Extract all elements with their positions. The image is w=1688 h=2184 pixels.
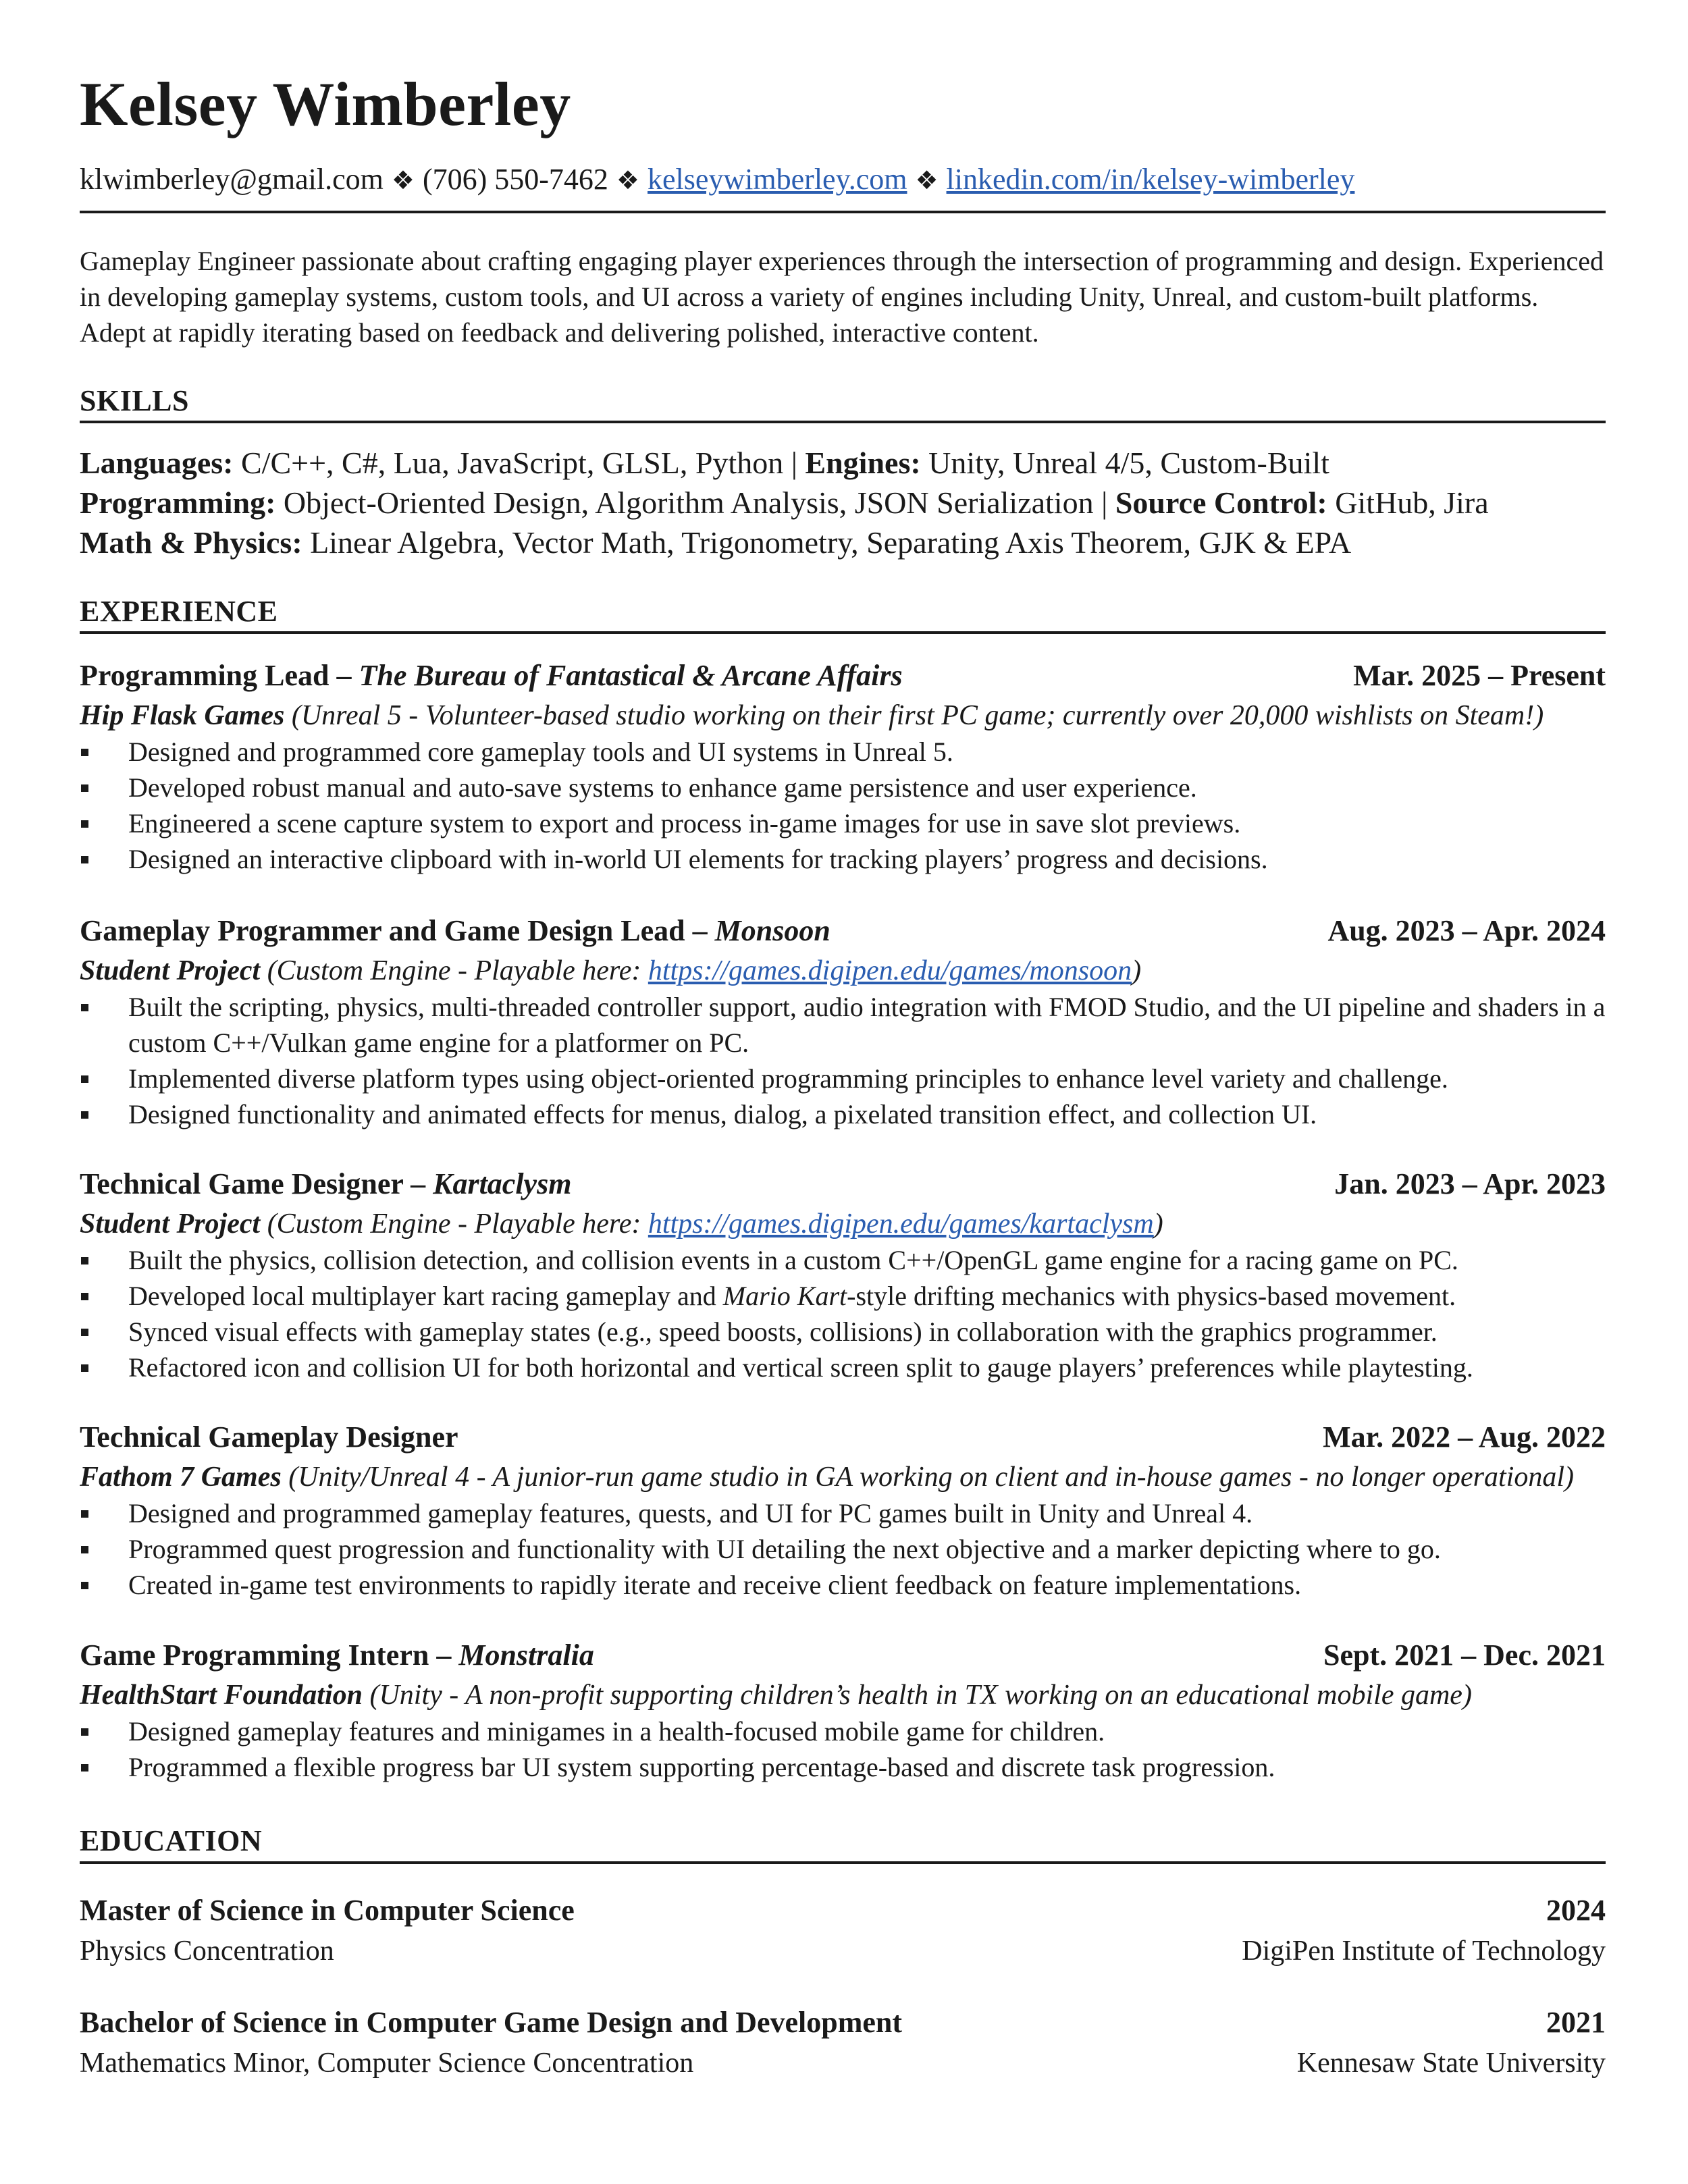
- skills-block: [80, 443, 1489, 562]
- education-entry: [80, 2005, 1606, 2089]
- school-name: DigiPen Institute of Technology: [1242, 1936, 1606, 1967]
- math-label: Math & Physics:: [80, 525, 302, 560]
- skills-divider: [80, 421, 1606, 423]
- job-desc: (Unity - A non-profit supporting children’s health in TX working on an educational mobile game): [362, 1680, 1472, 1711]
- source-control-label: Source Control:: [1115, 485, 1327, 520]
- contact-line: [80, 165, 1354, 194]
- skills-divider-bar: |: [1101, 485, 1108, 520]
- job-desc-end: ): [1132, 955, 1142, 986]
- job-title: [80, 1420, 458, 1454]
- list-item: Synced visual effects with gameplay states (e.g., speed boosts, collisions) in collaboration with the graphics programmer.: [80, 1314, 1606, 1350]
- skills-row-programming: [80, 483, 1489, 523]
- education-divider: [80, 1861, 1606, 1864]
- job-header: [80, 1638, 1606, 1677]
- job-entry: [80, 913, 1606, 1132]
- job-org-line: [80, 1677, 1606, 1713]
- job-org: Hip Flask Games: [80, 700, 285, 731]
- list-item: Built the physics, collision detection, and collision events in a custom C++/OpenGL game engine for a racing game on PC.: [80, 1242, 1606, 1278]
- list-item: Designed and programmed core gameplay tools and UI systems in Unreal 5.: [80, 734, 1606, 770]
- job-title: [80, 913, 830, 948]
- degree-year: 2024: [1546, 1894, 1606, 1927]
- job-title: [80, 1167, 571, 1201]
- job-desc-end: ): [1153, 1208, 1163, 1240]
- engines-label: Engines:: [805, 446, 921, 480]
- professional-summary: Gameplay Engineer passionate about crafting engaging player experiences through the intersection of programming and design. Experienced in developing gameplay systems, custom tools, and UI across a variety of engines including Unity, Unreal, and custom-built platforms. Adept at rapidly iterating based on feedback and delivering polished, interactive content.: [80, 246, 1604, 348]
- list-item: Refactored icon and collision UI for both horizontal and vertical screen split to gauge players’ preferences while playtesting.: [80, 1350, 1606, 1385]
- skills-row-languages: [80, 443, 1489, 483]
- job-bullets: [80, 1713, 1606, 1785]
- job-header: [80, 1420, 1606, 1459]
- languages-label: Languages:: [80, 446, 234, 480]
- degree-row: [80, 2005, 1606, 2047]
- list-item: Designed an interactive clipboard with in-world UI elements for tracking players’ progress and decisions.: [80, 841, 1606, 877]
- job-title: [80, 658, 903, 693]
- bullet-emphasis: Mario Kart: [722, 1281, 847, 1311]
- job-org-line: [80, 1459, 1606, 1495]
- list-item: Created in-game test environments to rapidly iterate and receive client feedback on feature implementations.: [80, 1567, 1606, 1603]
- list-item: Implemented diverse platform types using object-oriented programming principles to enhance level variety and challenge.: [80, 1061, 1606, 1096]
- job-role: Technical Game Designer –: [80, 1167, 433, 1200]
- header-divider: [80, 211, 1606, 213]
- list-item: Designed and programmed gameplay features, quests, and UI for PC games built in Unity and Unreal 4.: [80, 1495, 1606, 1531]
- degree-name: Master of Science in Computer Science: [80, 1894, 575, 1927]
- candidate-name: Kelsey Wimberley: [80, 70, 571, 138]
- list-item: Built the scripting, physics, multi-threaded controller support, audio integration with FMOD Studio, and the UI pipeline and shaders in a custom C++/Vulkan game engine for a platformer on PC.: [80, 989, 1606, 1061]
- degree-year: 2021: [1546, 2006, 1606, 2039]
- job-project: Monsoon: [714, 914, 830, 947]
- job-desc: (Custom Engine - Playable here:: [260, 1208, 648, 1240]
- job-header: [80, 913, 1606, 953]
- source-control-value: GitHub, Jira: [1335, 485, 1489, 520]
- diamond-separator-icon: ❖: [616, 165, 639, 195]
- degree-detail-row: [80, 1935, 1606, 1977]
- job-bullets: [80, 734, 1606, 877]
- website-link[interactable]: kelseywimberley.com: [648, 163, 907, 196]
- degree-detail: Mathematics Minor, Computer Science Concentration: [80, 2048, 694, 2079]
- job-bullets: [80, 989, 1606, 1132]
- job-project: Monstralia: [458, 1639, 594, 1672]
- job-desc: (Unreal 5 - Volunteer-based studio working on their first PC game; currently over 20,000 wishlists on Steam!): [284, 700, 1544, 731]
- skills-divider-bar: |: [791, 446, 797, 480]
- skills-row-math: [80, 523, 1489, 562]
- job-dates: Mar. 2025 – Present: [1353, 659, 1606, 692]
- section-title-education: EDUCATION: [80, 1824, 263, 1857]
- job-entry: [80, 1638, 1606, 1785]
- list-item: Designed gameplay features and minigames in a health-focused mobile game for children.: [80, 1713, 1606, 1749]
- job-role: Programming Lead –: [80, 659, 359, 692]
- engines-value: Unity, Unreal 4/5, Custom-Built: [928, 446, 1329, 480]
- diamond-separator-icon: ❖: [391, 165, 415, 195]
- email: klwimberley@gmail.com: [80, 163, 384, 196]
- job-dates: Sept. 2021 – Dec. 2021: [1323, 1639, 1606, 1672]
- job-org: Student Project: [80, 1208, 261, 1240]
- job-role: Gameplay Programmer and Game Design Lead –: [80, 914, 715, 947]
- job-org: Student Project: [80, 955, 261, 986]
- degree-detail-row: [80, 2047, 1606, 2089]
- job-entry: [80, 658, 1606, 877]
- degree-row: [80, 1893, 1606, 1935]
- playable-link[interactable]: https://games.digipen.edu/games/kartaclysm: [648, 1208, 1154, 1240]
- degree-detail: Physics Concentration: [80, 1936, 334, 1967]
- job-org-line: [80, 953, 1606, 989]
- list-item: [80, 1278, 1606, 1314]
- math-value: Linear Algebra, Vector Math, Trigonometry, Separating Axis Theorem, GJK & EPA: [310, 525, 1352, 560]
- job-project: Kartaclysm: [433, 1167, 572, 1200]
- job-header: [80, 658, 1606, 697]
- job-desc: (Custom Engine - Playable here:: [260, 955, 648, 986]
- bullet-text: -style drifting mechanics with physics-based movement.: [847, 1281, 1456, 1311]
- job-role: Technical Gameplay Designer: [80, 1420, 458, 1454]
- phone: (706) 550-7462: [422, 163, 608, 196]
- job-org-line: [80, 1206, 1606, 1242]
- languages-value: C/C++, C#, Lua, JavaScript, GLSL, Python: [240, 446, 784, 480]
- job-org-line: [80, 697, 1606, 734]
- programming-label: Programming:: [80, 485, 276, 520]
- linkedin-link[interactable]: linkedin.com/in/kelsey-wimberley: [946, 163, 1355, 196]
- list-item: Engineered a scene capture system to export and process in-game images for use in save slot previews.: [80, 805, 1606, 841]
- job-role: Game Programming Intern –: [80, 1639, 459, 1672]
- education-entry: [80, 1893, 1606, 1977]
- job-dates: Jan. 2023 – Apr. 2023: [1334, 1167, 1606, 1200]
- job-bullets: [80, 1495, 1606, 1603]
- job-entry: [80, 1420, 1606, 1603]
- section-title-skills: SKILLS: [80, 384, 189, 417]
- school-name: Kennesaw State University: [1296, 2048, 1606, 2079]
- bullet-text: Developed local multiplayer kart racing gameplay and: [128, 1281, 723, 1311]
- list-item: Programmed a flexible progress bar UI system supporting percentage-based and discrete task progression.: [80, 1749, 1606, 1785]
- job-bullets: [80, 1242, 1606, 1385]
- list-item: Programmed quest progression and functionality with UI detailing the next objective and a marker depicting where to go.: [80, 1531, 1606, 1567]
- job-header: [80, 1167, 1606, 1206]
- section-title-experience: EXPERIENCE: [80, 595, 278, 628]
- list-item: Developed robust manual and auto-save systems to enhance game persistence and user experience.: [80, 770, 1606, 805]
- playable-link[interactable]: https://games.digipen.edu/games/monsoon: [648, 955, 1132, 986]
- job-org: Fathom 7 Games: [80, 1462, 282, 1493]
- job-project: The Bureau of Fantastical & Arcane Affairs: [359, 659, 903, 692]
- job-desc: (Unity/Unreal 4 - A junior-run game studio in GA working on client and in-house games - no longer operational): [281, 1462, 1574, 1493]
- experience-divider: [80, 631, 1606, 634]
- job-entry: [80, 1167, 1606, 1385]
- diamond-separator-icon: ❖: [915, 165, 939, 195]
- job-title: [80, 1638, 594, 1672]
- list-item: Designed functionality and animated effects for menus, dialog, a pixelated transition effect, and collection UI.: [80, 1096, 1606, 1132]
- job-dates: Aug. 2023 – Apr. 2024: [1327, 914, 1606, 947]
- programming-value: Object-Oriented Design, Algorithm Analysis, JSON Serialization: [283, 485, 1094, 520]
- degree-name: Bachelor of Science in Computer Game Design and Development: [80, 2006, 903, 2039]
- job-org: HealthStart Foundation: [80, 1680, 363, 1711]
- job-dates: Mar. 2022 – Aug. 2022: [1323, 1420, 1606, 1454]
